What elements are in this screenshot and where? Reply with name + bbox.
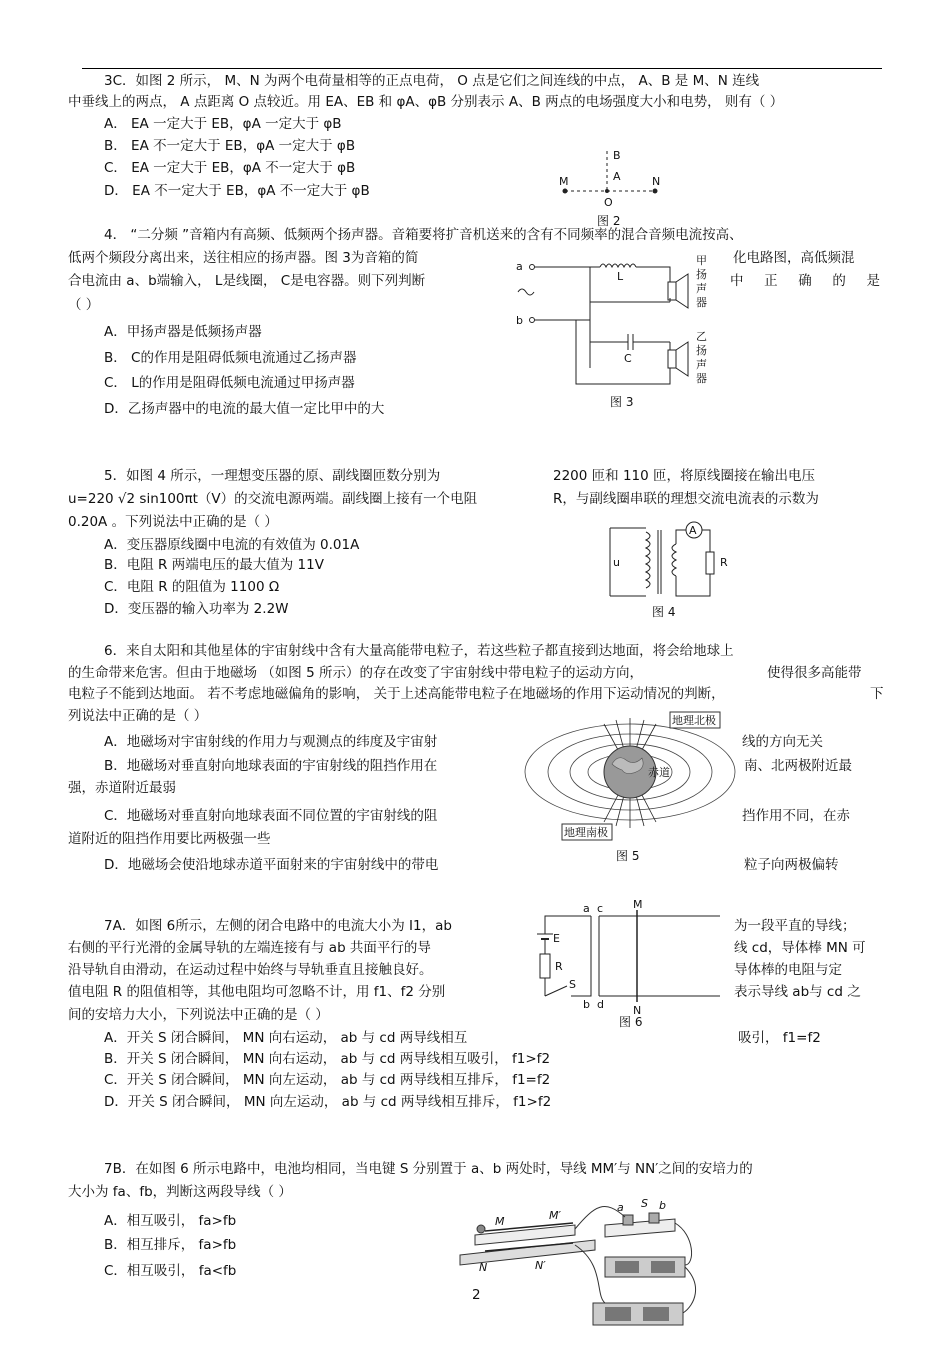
speaker-jia bbox=[668, 282, 676, 300]
svg-text:器: 器 bbox=[696, 372, 707, 385]
q6-line4: 列说法中正确的是（ ） bbox=[68, 708, 208, 724]
q7a-option-c: C．开关 S 闭合瞬间， MN 向左运动， ab 与 cd 两导线相互排斥， f1=f2 bbox=[104, 1072, 551, 1088]
speaker-yi bbox=[668, 350, 676, 368]
q6-option-a-cont: 线的方向无关 bbox=[742, 734, 823, 750]
terminal-b-label: b bbox=[516, 314, 523, 327]
primary-coil bbox=[646, 532, 650, 588]
secondary-coil bbox=[672, 544, 676, 576]
q7a-line4a: 值电阻 R 的阻值相等，其他电阻均可忽略不计，用 f1、f2 分别 bbox=[68, 984, 446, 1000]
source-u-label: u bbox=[613, 556, 620, 569]
north-pole-label: 地理北极 bbox=[672, 714, 716, 727]
q6-line3b: 下 bbox=[870, 686, 884, 702]
q3c-line2: 中垂线上的两点， A 点距离 O 点较近。用 EA、EB 和 φA、φB 分别表示 A、B 两点的电场强度大小和电势， 则有（ ） bbox=[68, 94, 784, 110]
label-m: M bbox=[559, 175, 569, 188]
label-d: d bbox=[597, 998, 604, 1011]
figure-2 bbox=[555, 145, 675, 235]
label-b: B bbox=[613, 149, 621, 162]
charge-m bbox=[563, 189, 568, 194]
q7a-option-d: D．开关 S 闭合瞬间， MN 向左运动， ab 与 cd 两导线相互排斥， f1>f2 bbox=[104, 1094, 552, 1110]
q4-line2b: 化电路图，高低频混 bbox=[733, 250, 855, 266]
q4-line3a: 合电流由 a、b端输入， L是线圈， C是电容器。则下列判断 bbox=[68, 273, 426, 289]
q5-option-d: D．变压器的输入功率为 2.2W bbox=[104, 601, 289, 617]
q7b-option-a: A．相互吸引， fa>fb bbox=[104, 1213, 237, 1229]
label-b: b bbox=[583, 998, 590, 1011]
q3c-option-a: A． EA 一定大于 EB，φA 一定大于 φB bbox=[104, 116, 342, 132]
figure-3-caption: 图 3 bbox=[610, 395, 634, 409]
wire-2 bbox=[575, 1245, 605, 1303]
q4-option-a: A．甲扬声器是低频扬声器 bbox=[104, 324, 262, 340]
terminal-a-label: a bbox=[516, 260, 523, 273]
label-a: A bbox=[613, 170, 621, 183]
south-pole-label: 地理南极 bbox=[564, 826, 608, 839]
figure-7b-apparatus bbox=[455, 1195, 705, 1337]
figure-4 bbox=[600, 518, 730, 623]
switch-label: S bbox=[569, 978, 576, 991]
label-n: N bbox=[479, 1261, 488, 1274]
inductor-l bbox=[600, 264, 636, 267]
point-o bbox=[605, 189, 609, 193]
q7b-line1: 7B．在如图 6 所示电路中，电池均相同，当电键 S 分别置于 a、b 两处时，导线 MM′与 NN′之间的安培力的 bbox=[104, 1161, 753, 1177]
page-number: 2 bbox=[472, 1287, 481, 1303]
label-m: M bbox=[495, 1215, 505, 1228]
q6-option-c: C．地磁场对垂直射向地球表面不同位置的宇宙射线的阻 bbox=[104, 808, 438, 824]
q6-option-b-line2: 强，赤道附近最弱 bbox=[68, 780, 176, 796]
q7a-line1b: 为一段平直的导线； bbox=[734, 918, 856, 934]
q4-line3b: 中 正 确 的 是 bbox=[730, 273, 880, 289]
label-n: N bbox=[633, 1004, 642, 1017]
q5-option-c: C．电阻 R 的阻值为 1100 Ω bbox=[104, 579, 280, 595]
ac-source-icon bbox=[518, 289, 534, 295]
inductor-label: L bbox=[617, 270, 624, 283]
q3c-option-d: D． EA 不一定大于 EB，φA 不一定大于 φB bbox=[104, 183, 370, 199]
resistor-label: R bbox=[555, 960, 563, 973]
header-rule bbox=[82, 68, 882, 69]
q6-line3a: 电粒子不能到达地面。 若不考虑地磁偏角的影响， 关于上述高能带电粒子在地磁场的作用下运动情况的判断， bbox=[68, 686, 725, 702]
label-m: M bbox=[633, 898, 643, 911]
q4-option-b: B． C的作用是阻碍低频电流通过乙扬声器 bbox=[104, 350, 357, 366]
q3c-option-c: C． EA 一定大于 EB，φA 不一定大于 φB bbox=[104, 160, 356, 176]
q6-line2a: 的生命带来危害。但由于地磁场 （如图 5 所示）的存在改变了宇宙射线中带电粒子的运动方向， bbox=[68, 665, 643, 681]
capacitor-label: C bbox=[624, 352, 632, 365]
q7a-line2b: 线 cd，导体棒 MN 可 bbox=[734, 940, 866, 956]
svg-text:器: 器 bbox=[696, 296, 707, 309]
resistor-label: R bbox=[720, 556, 728, 569]
figure-2-caption: 图 2 bbox=[597, 214, 621, 228]
q6-option-c-cont: 挡作用不同，在赤 bbox=[742, 808, 850, 824]
label-s: S bbox=[641, 1197, 648, 1210]
svg-text:声: 声 bbox=[696, 282, 707, 295]
speaker-jia-icon bbox=[676, 274, 688, 308]
q5-line3: 0.20A 。下列说法中正确的是（ ） bbox=[68, 514, 278, 530]
q5-line2a: u=220 √2 sin100πt（V）的交流电源两端。副线圈上接有一个电阻 bbox=[68, 491, 478, 507]
q6-option-c-line2: 道附近的阻挡作用要比两极强一些 bbox=[68, 831, 271, 847]
q7a-line1a: 7A．如图 6所示，左侧的闭合电路中的电流大小为 I1，ab bbox=[104, 918, 452, 934]
q6-option-a: A．地磁场对宇宙射线的作用力与观测点的纬度及宇宙射 bbox=[104, 734, 438, 750]
speaker-yi-icon bbox=[676, 342, 688, 376]
label-a: a bbox=[583, 902, 590, 915]
label-b: b bbox=[659, 1199, 666, 1212]
q7a-line4b: 表示导线 ab与 cd 之 bbox=[734, 984, 861, 1000]
q6-option-d-cont: 粒子向两极偏转 bbox=[744, 857, 839, 873]
switch-board bbox=[605, 1219, 675, 1237]
label-n: N bbox=[652, 175, 661, 188]
q5-line1a: 5．如图 4 所示，一理想变压器的原、副线圈匝数分别为 bbox=[104, 468, 441, 484]
svg-text:扬: 扬 bbox=[696, 268, 707, 281]
q4-option-d: D．乙扬声器中的电流的最大值一定比甲中的大 bbox=[104, 401, 385, 417]
figure-5-caption: 图 5 bbox=[616, 849, 640, 863]
q7b-option-c: C．相互吸引， fa<fb bbox=[104, 1263, 237, 1279]
label-a: a bbox=[617, 1201, 624, 1214]
resistor-r bbox=[706, 552, 714, 574]
figure-4-caption: 图 4 bbox=[652, 605, 676, 619]
q6-option-b: B．地磁场对垂直射向地球表面的宇宙射线的阻挡作用在 bbox=[104, 758, 438, 774]
q5-option-b: B．电阻 R 两端电压的最大值为 11V bbox=[104, 557, 324, 573]
q4-option-c: C． L的作用是阻碍低频电流通过甲扬声器 bbox=[104, 375, 355, 391]
q7a-line2a: 右侧的平行光滑的金属导轨的左端连接有与 ab 共面平行的导 bbox=[68, 940, 431, 956]
q6-line1: 6．来自太阳和其他星体的宇宙射线中含有大量高能带电粒子，若这些粒子都直接到达地面，将会给地球上 bbox=[104, 643, 734, 659]
label-c: c bbox=[597, 902, 604, 915]
q7a-option-b: B．开关 S 闭合瞬间， MN 向右运动， ab 与 cd 两导线相互吸引， f1>f2 bbox=[104, 1051, 551, 1067]
svg-text:声: 声 bbox=[696, 358, 707, 371]
svg-text:甲: 甲 bbox=[696, 254, 707, 267]
q7a-option-a: A．开关 S 闭合瞬间， MN 向右运动， ab 与 cd 两导线相互 bbox=[104, 1030, 468, 1046]
label-m-prime: M′ bbox=[549, 1209, 561, 1222]
figure-6-caption: 图 6 bbox=[619, 1015, 643, 1029]
q7b-option-b: B．相互排斥， fa>fb bbox=[104, 1237, 237, 1253]
q7a-line3b: 导体棒的电阻与定 bbox=[734, 962, 842, 978]
label-o: O bbox=[604, 196, 613, 209]
svg-text:乙: 乙 bbox=[696, 330, 707, 343]
q4-line4: （ ） bbox=[68, 297, 100, 313]
label-n-prime: N′ bbox=[535, 1259, 546, 1272]
q5-option-a: A．变压器原线圈中电流的有效值为 0.01A bbox=[104, 537, 360, 553]
figure-6 bbox=[525, 898, 730, 1033]
charge-n bbox=[653, 189, 658, 194]
q3c-line1: 3C．如图 2 所示， M、N 为两个电荷量相等的正点电荷， O 点是它们之间连线的中点， A、B 是 M、N 连线 bbox=[104, 73, 760, 89]
q4-line1: 4． “二分频 ”音箱内有高频、低频两个扬声器。音箱要将扩音机送来的含有不同频率的混合音频电流按高、 bbox=[104, 227, 743, 243]
figure-3 bbox=[510, 250, 720, 415]
equator-label: 赤道 bbox=[648, 766, 670, 779]
q7b-line2: 大小为 fa、fb，判断这两段导线（ ） bbox=[68, 1184, 292, 1200]
q5-line1b: 2200 匝和 110 匝，将原线圈接在输出电压 bbox=[553, 468, 815, 484]
q7a-line5: 间的安培力大小，下列说法中正确的是（ ） bbox=[68, 1007, 329, 1023]
q7a-line3a: 沿导轨自由滑动，在运动过程中始终与导轨垂直且接触良好。 bbox=[68, 962, 433, 978]
q6-option-d: D．地磁场会使沿地球赤道平面射来的宇宙射线中的带电 bbox=[104, 857, 439, 873]
switch-s bbox=[545, 986, 567, 996]
svg-text:扬: 扬 bbox=[696, 344, 707, 357]
q4-line2a: 低两个频段分离出来，送往相应的扬声器。图 3为音箱的简 bbox=[68, 250, 419, 266]
q3c-option-b: B． EA 不一定大于 EB，φA 一定大于 φB bbox=[104, 138, 356, 154]
ammeter-label: A bbox=[689, 524, 697, 537]
figure-5 bbox=[520, 710, 740, 870]
resistor-r bbox=[540, 954, 550, 978]
q6-line2b: 使得很多高能带 bbox=[767, 665, 862, 681]
q7a-option-a-cont: 吸引， f1=f2 bbox=[738, 1030, 821, 1046]
q6-option-b-cont: 南、北两极附近最 bbox=[744, 758, 852, 774]
q5-line2b: R，与副线圈串联的理想交流电流表的示数为 bbox=[553, 491, 819, 507]
battery-label: E bbox=[553, 932, 560, 945]
